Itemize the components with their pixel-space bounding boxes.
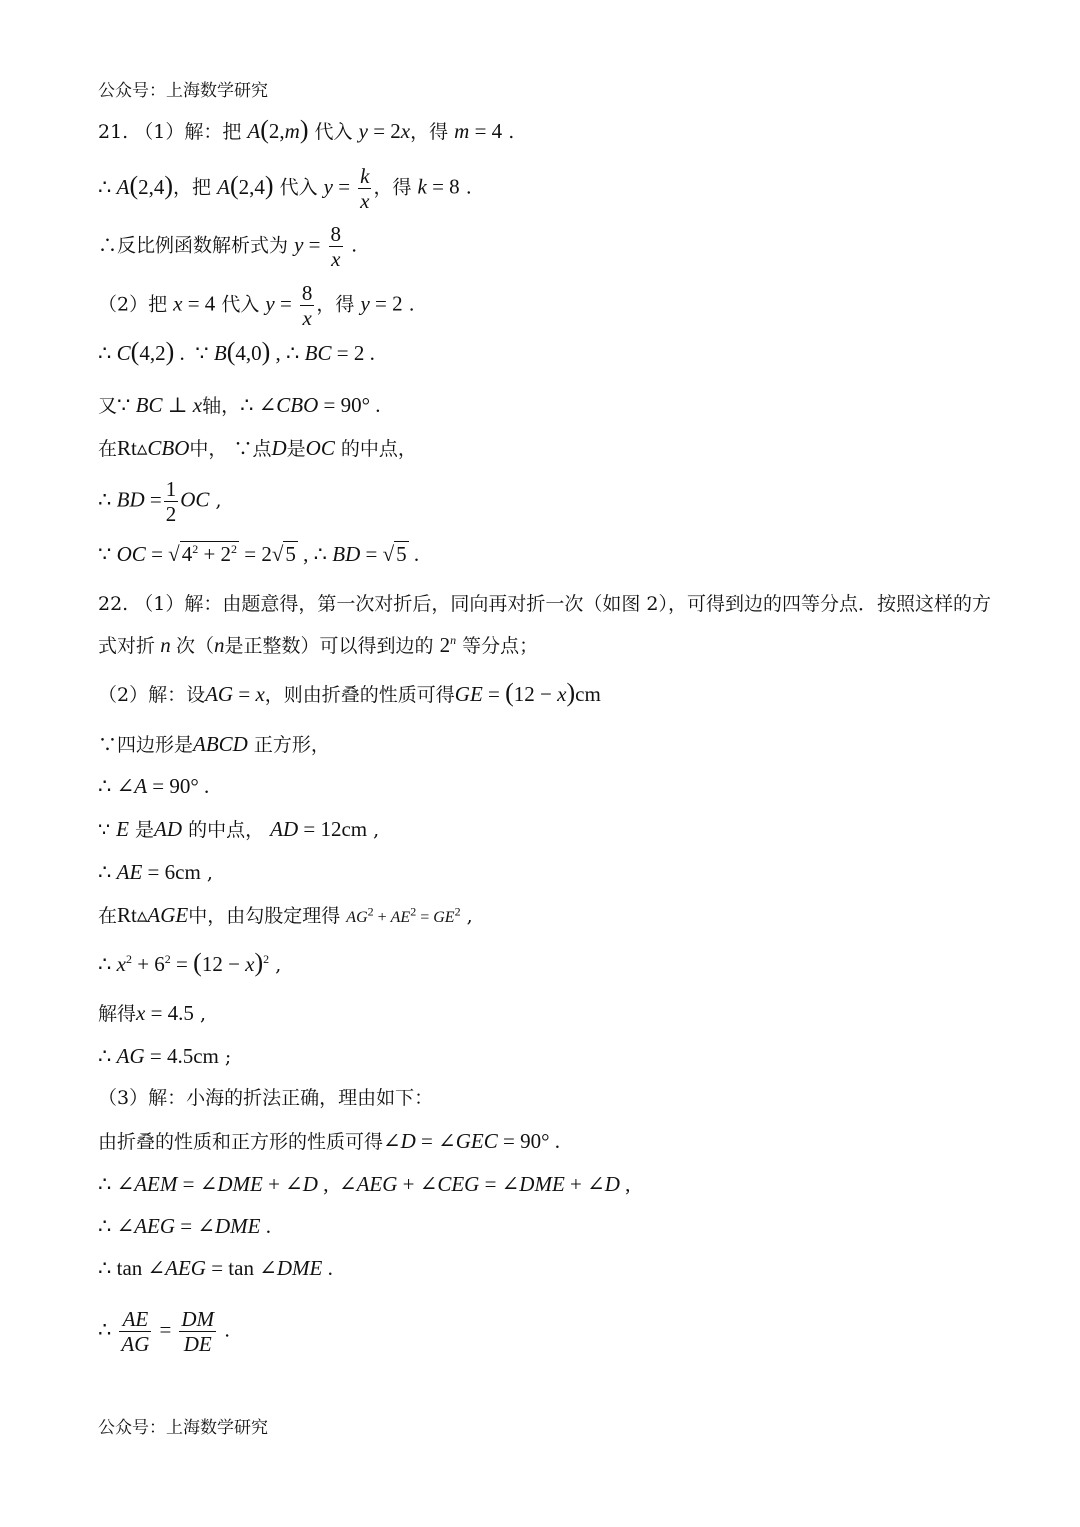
q22-line-11: ∴ AG = 4.5cm ; <box>98 1044 232 1068</box>
header-text: 公众号：上海数学研究 <box>98 81 268 101</box>
q22-line-5: ∴ ∠A = 90° . <box>98 774 210 798</box>
q22-line-15: ∴ ∠AEG = ∠DME . <box>98 1214 271 1238</box>
q21-line-1: 21. （1）解：把 A(2,m) 代入 y = 2x，得 m = 4 . <box>98 115 515 144</box>
q22-line-13: 由折叠的性质和正方形的性质可得∠D = ∠GEC = 90° . <box>98 1129 560 1153</box>
q22-line-3: （2）解：设AG = x，则由折叠的性质可得GE = (12 − x)cm <box>98 678 601 707</box>
q22-line-2: 式对折 n 次（n是正整数）可以得到边的 2$^n$ 等分点； <box>98 633 539 657</box>
q22-line-17: ∴ $\frac{AE}{AG}$ = $\frac{DM}{DE}$ . <box>98 1307 231 1356</box>
q22-line-9: ∴ $x^2 + 6^2 = (12 - x)^2$ , <box>98 948 282 977</box>
q22-line-12: （3）解：小海的折法正确，理由如下： <box>98 1087 434 1109</box>
q22-line-1: 22. （1）解：由题意得，第一次对折后，同向再对折一次（如图 2），可得到边的四等分点．按照这样的方 <box>98 593 991 615</box>
q21-line-4: （2）把 x = 4 代入 y = $\frac{8}{x}$ ，得 y = 2 . <box>98 281 415 330</box>
q21-line-7: 在Rt▵CBO中， ∵点D是OC 的中点， <box>98 436 417 460</box>
footer-text: 公众号：上海数学研究 <box>98 1418 268 1438</box>
q22-line-7: ∴ AE = 6cm , <box>98 860 213 884</box>
q21-line-8: ∴ BD = $\frac{1}{2}$ OC , <box>98 477 222 526</box>
q21-line-6: 又∵ BC ⊥ x轴，∴ ∠CBO = 90° . <box>98 393 381 417</box>
q22-line-6: ∵ E 是AD 的中点， AD = 12cm , <box>98 817 380 841</box>
q22-line-4: ∵四边形是ABCD 正方形， <box>98 732 330 756</box>
q21-line-3: ∴反比例函数解析式为 y = $\frac{8}{x}$ . <box>98 222 358 271</box>
q21-line-5: ∴ C(4,2) . ∵ B(4,0) , ∴ BC = 2 . <box>98 337 375 366</box>
q21-line-9: ∵ OC = $√4^2 + 2^2 = 2√5$ , ∴ BD = √5 . <box>98 542 420 566</box>
q21-line-2: ∴ A(2,4)，把 A(2,4) 代入 y = $\frac{k}{x}$ ，得 k = 8 . <box>98 164 472 213</box>
q22-line-14: ∴ ∠AEM = ∠DME + ∠D , ∠AEG + ∠CEG = ∠DME + ∠D , <box>98 1172 631 1196</box>
q22-line-10: 解得x = 4.5 , <box>98 1001 207 1025</box>
q22-line-8: 在Rt▵AGE中，由勾股定理得 $AG^2 + AE^2 = GE^2$ , <box>98 903 473 927</box>
q22-line-16: ∴ tan ∠AEG = tan ∠DME . <box>98 1256 333 1280</box>
